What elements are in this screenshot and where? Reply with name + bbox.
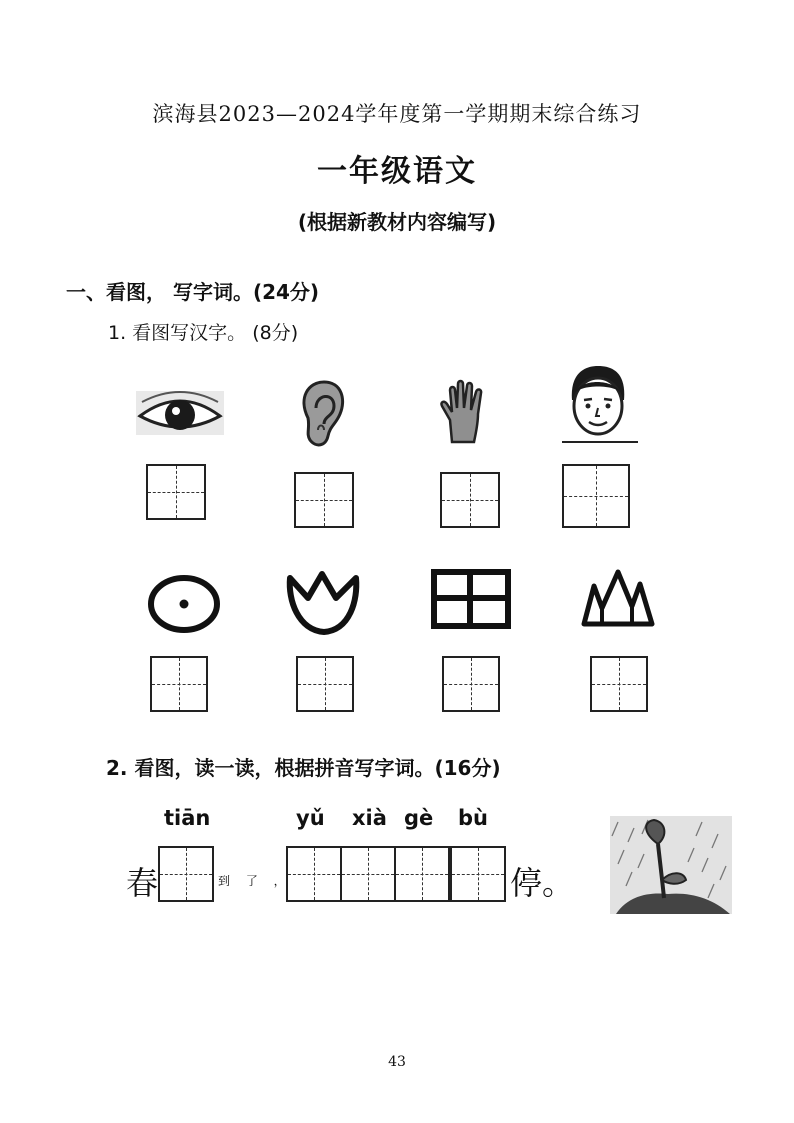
mountain-glyph-icon [580,568,656,628]
field-glyph-icon [430,568,512,630]
section-heading: 一、看图， 写字词。(24分) [66,280,320,304]
page-title: 一年级语文 [317,154,477,189]
writing-grid-ge[interactable] [394,846,450,902]
face-icon [558,362,640,444]
eye-icon [134,388,226,438]
writing-grid-fire[interactable] [296,656,354,712]
hand-icon [438,380,494,444]
sentence-start-char: 春 [126,864,159,902]
writing-grid-ear[interactable] [294,472,354,528]
sentence-middle-text: 到 了 ， [218,874,292,888]
writing-grid-tian[interactable] [158,846,214,902]
pinyin-tian: tiān [164,806,211,830]
page-number: 43 [388,1054,406,1070]
pinyin-ge: gè [404,806,434,830]
writing-grid-yu[interactable] [286,846,342,902]
writing-grid-hand[interactable] [440,472,500,528]
ear-icon [296,378,348,450]
pinyin-xia: xià [352,806,387,830]
writing-grid-eye[interactable] [146,464,206,520]
exam-title: 滨海县2023—2024学年度第一学期期末综合练习 [152,102,642,126]
page-subtitle: (根据新教材内容编写) [297,210,497,234]
rain-sprout-illustration [608,814,734,916]
writing-grid-face[interactable] [562,464,630,528]
pinyin-yu: yǔ [296,806,325,830]
pinyin-bu: bù [458,806,488,830]
sentence-end-chars: 停。 [510,864,575,902]
writing-grid-xia[interactable] [340,846,396,902]
writing-grid-field[interactable] [442,656,500,712]
question-1-label: 1. 看图写汉字。 (8分) [108,322,299,344]
writing-grid-bu[interactable] [450,846,506,902]
fire-glyph-icon [286,570,360,636]
question-2-label: 2. 看图，读一读，根据拼音写字词。(16分) [106,756,501,780]
writing-grid-sun[interactable] [150,656,208,712]
writing-grid-mountain[interactable] [590,656,648,712]
sun-glyph-icon [146,574,222,634]
